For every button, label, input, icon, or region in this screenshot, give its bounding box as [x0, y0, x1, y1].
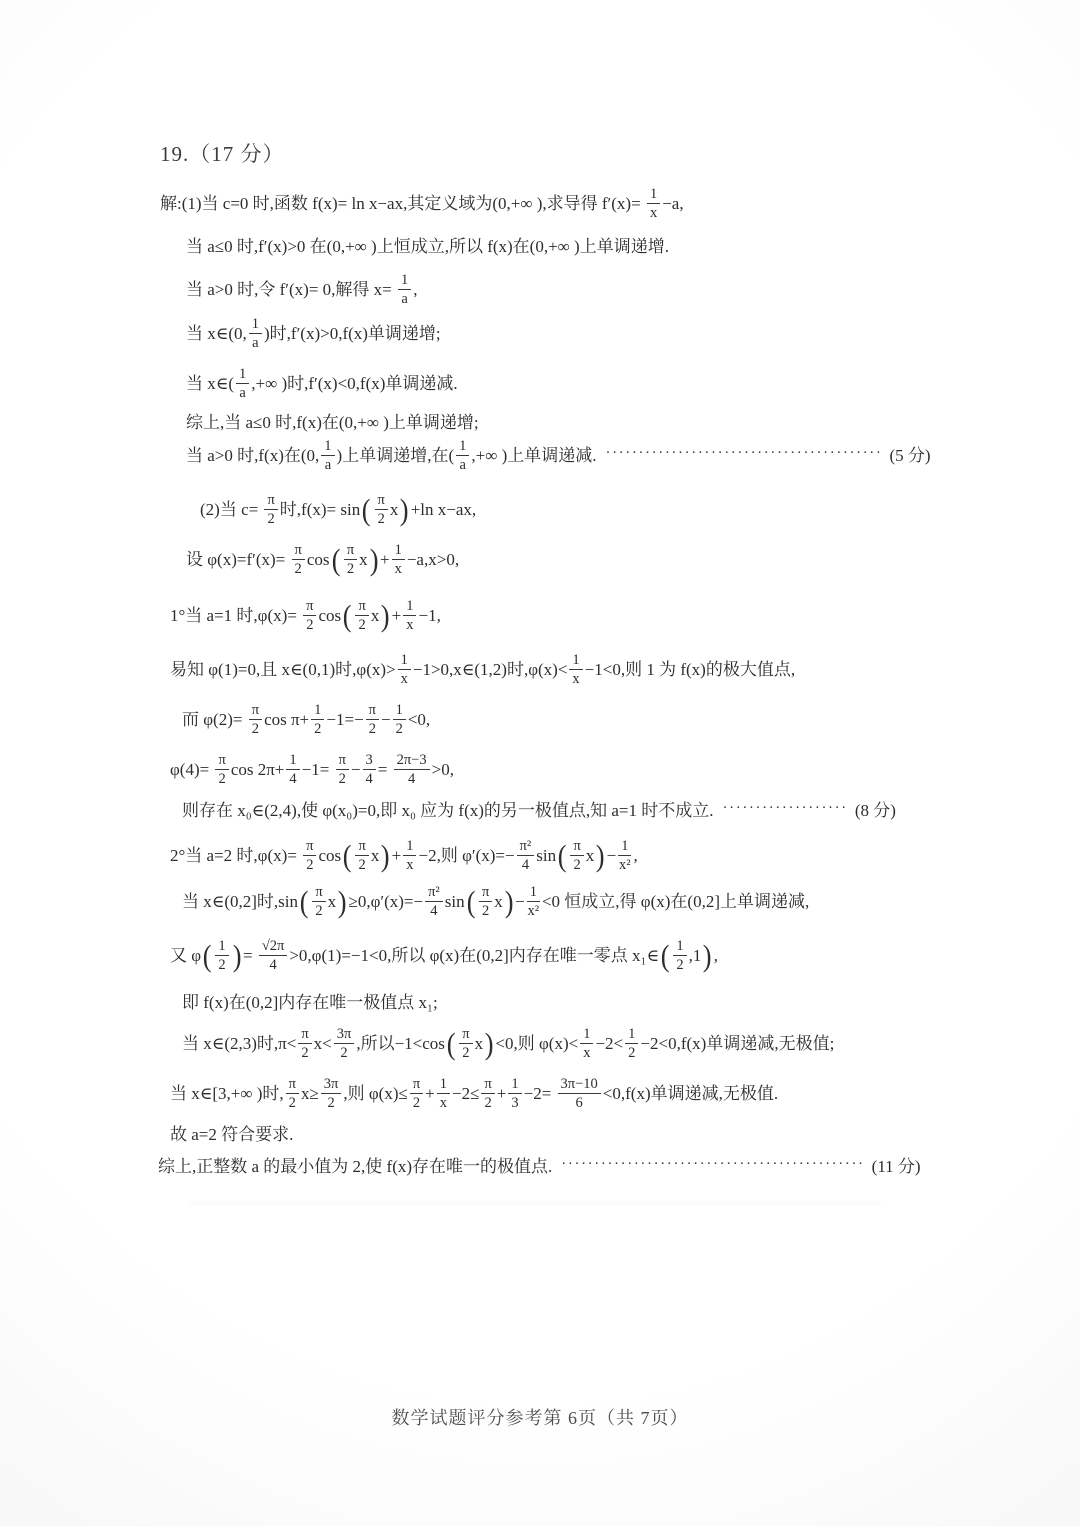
math-text: )时,f′(x)>0,f(x)单调递增; [264, 324, 441, 344]
big-parenthesis: ( [331, 542, 341, 578]
big-parenthesis: ) [381, 838, 390, 874]
fraction: $\frac{1}{x}$ [403, 838, 416, 873]
math-text: −1<0,则 1 为 f(x)的极大值点, [584, 660, 796, 680]
fraction: $\frac{\pi}{2}$ [336, 752, 349, 787]
fraction: $\frac{1}{\text{x²}}$ [619, 838, 631, 874]
fraction: $\frac{3\pi-10}{6}$ [558, 1076, 601, 1111]
fraction: $\frac{\pi}{2}$ [570, 838, 583, 873]
score-label: (11 分) [871, 1157, 921, 1176]
big-parenthesis: ) [484, 1026, 494, 1062]
fraction: $\frac{\pi}{2}$ [410, 1076, 423, 1111]
fraction: $\frac{\pi}{2}$ [298, 1026, 311, 1061]
solution-line [170, 752, 454, 787]
math-text: x [327, 892, 337, 912]
fraction: $\frac{\pi}{2}$ [481, 1076, 494, 1111]
fraction: $\frac{1}{a}$ [236, 366, 249, 401]
math-text: x [389, 500, 399, 520]
fraction: $\frac{3\pi}{2}$ [321, 1076, 342, 1111]
math-text: −1>0,x∈(1,2)时,φ(x)< [412, 660, 568, 680]
math-text: φ(4)= [170, 760, 214, 780]
fraction: $\frac{\pi}{2}$ [292, 542, 305, 577]
math-text: x [494, 892, 503, 912]
solution-line [170, 652, 795, 687]
print-artifact [190, 1192, 880, 1204]
math-text: sin [536, 846, 557, 866]
math-text: 综上,正整数 a 的最小值为 2,使 f(x)存在唯一的极值点. [158, 1157, 553, 1176]
big-parenthesis: ) [596, 838, 605, 874]
math-text: −2<0,f(x)单调递减,无极值; [640, 1034, 835, 1054]
solution-line [182, 1026, 834, 1061]
fraction: $\frac{1}{\text{x²}}$ [527, 884, 540, 920]
math-text: −a, [662, 194, 684, 214]
math-text: −2,则 φ′(x)=− [418, 846, 515, 866]
fraction: $\frac{1}{4}$ [286, 752, 299, 787]
solution-line [182, 884, 809, 919]
math-text: 当 x∈( [186, 374, 234, 394]
fraction: $\frac{1}{a}$ [321, 438, 334, 473]
math-text: +ln x−ax, [410, 500, 477, 520]
math-text: >0,φ(1)=−1<0,所以 φ(x)在(0,2]内存在唯一零点 x₁∈ [289, 946, 660, 966]
math-text: −2= [523, 1084, 556, 1104]
fraction: $\frac{\pi}{2}$ [355, 838, 368, 873]
math-text: cos [318, 846, 342, 866]
big-parenthesis: ( [342, 598, 352, 634]
solution-line [186, 412, 479, 433]
math-text: x [370, 846, 380, 866]
big-parenthesis: ) [369, 542, 379, 578]
big-parenthesis: ( [361, 492, 371, 528]
solution-line [186, 438, 931, 473]
question-number: 19.（17 分） [160, 142, 285, 166]
math-text: ≥0,φ′(x)=− [348, 892, 424, 912]
fraction: $\frac{\pi}{2}$ [459, 1026, 472, 1061]
big-parenthesis: ) [337, 884, 347, 920]
solution-line [158, 1156, 921, 1177]
math-text: , [633, 846, 638, 866]
math-text: x [359, 550, 368, 570]
big-parenthesis: ( [466, 884, 476, 920]
math-text: −1, [418, 606, 441, 626]
big-parenthesis: ) [703, 938, 712, 974]
fraction: $\frac{1}{x}$ [437, 1076, 450, 1111]
fraction: $\frac{\pi}{2}$ [375, 492, 388, 527]
math-text: ,1 [688, 946, 702, 966]
big-parenthesis: ) [232, 938, 242, 974]
big-parenthesis: ( [202, 938, 212, 974]
fraction: $\frac{1}{2}$ [673, 938, 686, 973]
math-text: −2≤ [452, 1084, 480, 1104]
fraction: $\frac{1}{a}$ [398, 272, 411, 307]
math-text: 当 a≤0 时,f′(x)>0 在(0,+∞ )上恒成立,所以 f(x)在(0,+∞ )上单调递增. [186, 237, 669, 256]
math-text: , [413, 280, 418, 300]
solution-line [182, 800, 896, 821]
math-text: = [242, 946, 257, 966]
math-text: 2°当 a=2 时,φ(x)= [170, 846, 302, 866]
score-label: (5 分) [889, 446, 931, 466]
math-text: >0, [431, 760, 454, 780]
fraction: $\frac{\pi}{2}$ [249, 702, 262, 737]
math-text: + [425, 1084, 435, 1104]
math-text: 易知 φ(1)=0,且 x∈(0,1)时,φ(x)> [170, 660, 396, 680]
fraction: $\frac{\pi}{2}$ [215, 752, 228, 787]
fraction: $\frac{\pi}{2}$ [366, 702, 379, 737]
math-text: <0,f(x)单调递减,无极值. [602, 1084, 779, 1104]
math-text: 1°当 a=1 时,φ(x)= [170, 606, 302, 626]
big-parenthesis: ( [557, 838, 567, 874]
math-text: 当 a>0 时,令 f′(x)= 0,解得 x= [186, 280, 397, 300]
big-parenthesis: ( [299, 884, 309, 920]
fraction: $\frac{1}{x}$ [392, 542, 405, 577]
math-text: 又 φ [170, 946, 202, 966]
solution-line [186, 542, 459, 577]
fraction: $\frac{\pi}{2}$ [264, 492, 277, 527]
math-text: <0,则 φ(x)< [495, 1034, 579, 1054]
math-text: (2)当 c= [200, 500, 263, 520]
fraction: $\frac{\text{π²}}{4}$ [425, 884, 443, 919]
fraction: $\frac{1}{x}$ [403, 598, 416, 633]
dotted-leader: ·············································· [561, 1156, 865, 1173]
math-text: 当 x∈[3,+∞ )时, [170, 1084, 284, 1104]
math-text: ,+∞ )上单调递减. [471, 446, 597, 466]
solution-line [186, 366, 458, 401]
solution-line [160, 186, 684, 221]
fraction: $\frac{2\pi-3}{4}$ [394, 752, 430, 787]
fraction: $\frac{3}{4}$ [363, 752, 376, 787]
math-text: cos π+ [264, 710, 310, 730]
solution-line [170, 1076, 778, 1111]
fraction: $\frac{\text{π²}}{4}$ [517, 838, 535, 873]
math-text: −1=− [326, 710, 364, 730]
fraction: $\frac{1}{2}$ [311, 702, 324, 737]
math-text: −a,x>0, [406, 550, 460, 570]
math-text: −1= [301, 760, 334, 780]
dotted-leader: ··················· [722, 800, 848, 817]
solution-line [170, 938, 718, 973]
math-text: 当 x∈(0, [186, 324, 247, 344]
math-text: − [515, 892, 525, 912]
fraction: $\frac{1}{2}$ [393, 702, 406, 737]
solution-line [170, 838, 638, 873]
solution-line [170, 598, 441, 633]
fraction: $\frac{1}{2}$ [625, 1026, 638, 1061]
math-text: 当 x∈(0,2]时,sin [182, 892, 298, 912]
math-text: 当 x∈(2,3)时,π< [182, 1034, 297, 1054]
fraction: $\frac{1}{2}$ [215, 938, 228, 973]
fraction: $\frac{\pi}{2}$ [286, 1076, 299, 1111]
score-label: (8 分) [854, 801, 896, 820]
fraction: $\frac{\pi}{2}$ [344, 542, 357, 577]
math-text: + [496, 1084, 507, 1104]
math-text: x< [313, 1034, 332, 1054]
fraction: $\frac{1}{3}$ [508, 1076, 521, 1111]
math-text: x≥ [300, 1084, 319, 1104]
math-text: )上单调递增,在( [336, 446, 455, 466]
math-text: + [380, 550, 390, 570]
math-text: 设 φ(x)=f′(x)= [186, 550, 290, 570]
math-text: <0, [407, 710, 431, 730]
math-text: ,则 φ(x)≤ [343, 1084, 408, 1104]
math-text: x [370, 606, 380, 626]
math-text: −2< [595, 1034, 624, 1054]
fraction: $\frac{1}{x}$ [398, 652, 411, 687]
math-text: x [585, 846, 595, 866]
math-text: 综上,当 a≤0 时,f(x)在(0,+∞ )上单调递增; [186, 413, 479, 432]
math-text: ,+∞ )时,f′(x)<0,f(x)单调递减. [251, 374, 458, 394]
solution-line [186, 272, 418, 307]
fraction: $\frac{1}{x}$ [580, 1026, 593, 1061]
math-text: ,所以−1<cos [356, 1034, 445, 1054]
math-text: 则存在 x₀∈(2,4),使 φ(x₀)=0,即 x₀ 应为 f(x)的另一极值点,知 a=1 时不成立. [182, 801, 714, 820]
math-text: + [391, 606, 402, 626]
fraction: $\frac{√2\pi}{4}$ [259, 938, 288, 973]
fraction: $\frac{\pi}{2}$ [303, 838, 316, 873]
math-text: − [606, 846, 617, 866]
fraction: $\frac{\pi}{2}$ [312, 884, 325, 919]
dotted-leader: ·········································· [605, 445, 883, 462]
math-text: + [391, 846, 402, 866]
big-parenthesis: ) [381, 598, 390, 634]
big-parenthesis: ) [400, 492, 409, 528]
math-text: cos 2π+ [230, 760, 285, 780]
math-text: 当 a>0 时,f(x)在(0, [186, 446, 320, 466]
fraction: $\frac{1}{x}$ [569, 652, 582, 687]
fraction: $\frac{3\pi}{2}$ [334, 1026, 355, 1061]
big-parenthesis: ( [660, 938, 670, 974]
math-text: 解:(1)当 c=0 时,函数 f(x)= ln x−ax,其定义域为(0,+∞ ),求导得 f′(x)= [160, 194, 645, 214]
math-text: 即 f(x)在(0,2]内存在唯一极值点 x₁; [182, 993, 438, 1012]
math-text: − [350, 760, 361, 780]
math-text: − [381, 710, 391, 730]
math-text: x [474, 1034, 484, 1054]
solution-line [186, 316, 441, 351]
big-parenthesis: ) [504, 884, 514, 920]
big-parenthesis: ( [342, 838, 352, 874]
solution-line [186, 236, 669, 257]
big-parenthesis: ( [446, 1026, 456, 1062]
solution-line [182, 992, 438, 1013]
math-text: 时,f(x)= sin [279, 500, 361, 520]
fraction: $\frac{\pi}{2}$ [303, 598, 316, 633]
fraction: $\frac{1}{a}$ [249, 316, 262, 351]
solution-line [200, 492, 476, 527]
math-text: cos [318, 606, 342, 626]
math-text: 故 a=2 符合要求. [170, 1125, 294, 1144]
fraction: $\frac{\pi}{2}$ [355, 598, 368, 633]
fraction: $\frac{1}{a}$ [456, 438, 469, 473]
math-text: sin [444, 892, 465, 912]
solution-line [170, 1124, 293, 1145]
solution-line [182, 702, 430, 737]
math-text: , [713, 946, 718, 966]
math-text: <0 恒成立,得 φ(x)在(0,2]上单调递减, [541, 892, 810, 912]
math-text: = [377, 760, 392, 780]
math-text: 而 φ(2)= [182, 710, 247, 730]
fraction: $\frac{\pi}{2}$ [479, 884, 492, 919]
math-text: cos [306, 550, 330, 570]
fraction: $\frac{1}{x}$ [647, 186, 660, 221]
page-footer: 数学试题评分参考第 6页（共 7页） [391, 1408, 689, 1428]
